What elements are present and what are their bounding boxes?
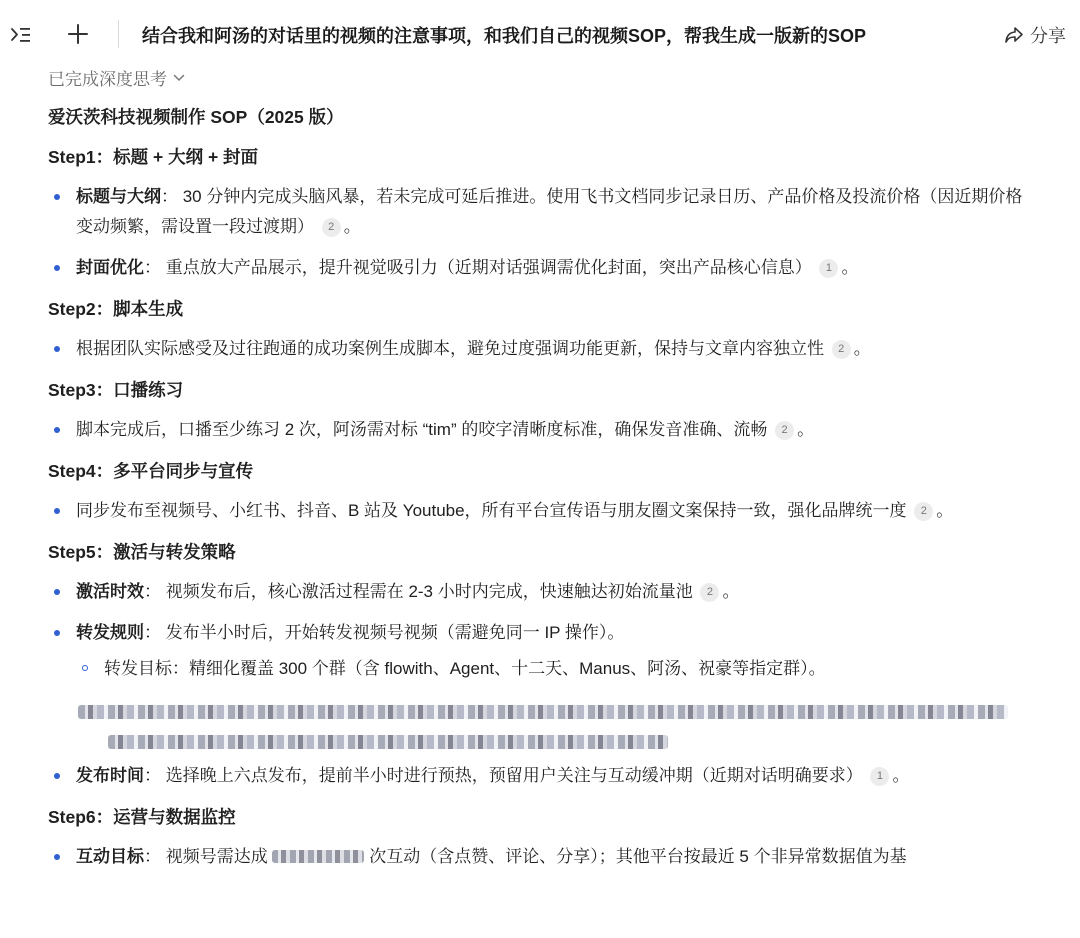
item-label: 转发规则 xyxy=(76,623,144,642)
item-text: 脚本完成后，口播至少练习 2 次，阿汤需对标 “tim” 的咬字清晰度标准，确保发音准确、流畅 xyxy=(76,420,768,439)
item-text: 次互动（含点赞、评论、分享）；其他平台按最近 5 个非异常数据值为基 xyxy=(369,847,907,866)
step5-list-continued xyxy=(48,761,1038,791)
share-label: 分享 xyxy=(1030,26,1066,46)
item-text: 根据团队实际感受及过往跑通的成功案例生成脚本，避免过度强调功能更新，保持与文章内容独立性 xyxy=(76,339,824,358)
sidebar-toggle-icon[interactable] xyxy=(6,20,36,50)
step6-list xyxy=(48,842,1038,872)
item-label: 互动目标 xyxy=(76,847,144,866)
doc-title: 爱沃茨科技视频制作 SOP（2025 版） xyxy=(48,107,344,127)
period: 。 xyxy=(343,217,361,236)
citation-badge[interactable]: 2 xyxy=(914,502,933,521)
step3-heading: Step3：口播练习 xyxy=(48,380,184,400)
item-text: ： 重点放大产品展示，提升视觉吸引力（近期对话强调需优化封面，突出产品核心信息） xyxy=(144,258,812,277)
step1-list xyxy=(48,182,1038,283)
citation-badge[interactable]: 2 xyxy=(700,583,719,602)
step2-heading: Step2：脚本生成 xyxy=(48,299,184,319)
top-bar xyxy=(0,0,1080,70)
citation-badge[interactable]: 2 xyxy=(775,421,794,440)
thinking-label: 已完成深度思考 xyxy=(48,70,167,89)
list-item xyxy=(48,761,1038,791)
list-item xyxy=(48,334,1038,364)
conversation-title: 结合我和阿汤的对话里的视频的注意事项，和我们自己的视频SOP，帮我生成一版新的SOP xyxy=(142,26,867,46)
step6-heading: Step6：运营与数据监控 xyxy=(48,807,236,827)
citation-badge[interactable]: 1 xyxy=(870,767,889,786)
citation-badge[interactable]: 2 xyxy=(832,340,851,359)
item-text: ： 选择晚上六点发布，提前半小时进行预热，预留用户关注与互动缓冲期（近期对话明确要求） xyxy=(144,766,863,785)
new-chat-plus-icon[interactable] xyxy=(62,18,94,50)
step1-heading: Step1：标题 + 大纲 + 封面 xyxy=(48,147,259,167)
item-text: ： 视频号需达成 xyxy=(144,847,268,866)
step3-list xyxy=(48,415,1038,445)
citation-badge[interactable]: 2 xyxy=(322,218,341,237)
step5-list xyxy=(48,577,1038,684)
period: 。 xyxy=(853,339,871,358)
chevron-down-icon xyxy=(173,74,185,82)
item-label: 标题与大纲 xyxy=(76,187,161,206)
sub-list xyxy=(76,654,1038,684)
list-item xyxy=(48,415,1038,445)
redacted-value xyxy=(272,850,364,863)
item-text: 同步发布至视频号、小红书、抖音、B 站及 Youtube，所有平台宣传语与朋友圈文案保持一致，强化品牌统一度 xyxy=(76,501,907,520)
list-item xyxy=(48,496,1038,526)
thinking-toggle[interactable] xyxy=(48,65,185,90)
step5-heading: Step5：激活与转发策略 xyxy=(48,542,236,562)
sub-list-item: 转发目标：精细化覆盖 300 个群（含 flowith、Agent、十二天、Manus、阿汤、祝豪等指定群）。 xyxy=(76,654,1038,684)
citation-badge[interactable]: 1 xyxy=(819,259,838,278)
step4-heading: Step4：多平台同步与宣传 xyxy=(48,461,254,481)
item-label: 封面优化 xyxy=(76,258,144,277)
period: 。 xyxy=(797,420,815,439)
list-item xyxy=(48,577,1038,607)
item-text: ： 视频发布后，核心激活过程需在 2-3 小时内完成，快速触达初始流量池 xyxy=(144,582,693,601)
period: 。 xyxy=(722,582,740,601)
period: 。 xyxy=(841,258,859,277)
period: 。 xyxy=(892,766,910,785)
period: 。 xyxy=(936,501,954,520)
header-divider xyxy=(118,20,119,48)
item-label: 激活时效 xyxy=(76,582,144,601)
item-text: ： 发布半小时后，开始转发视频号视频（需避免同一 IP 操作）。 xyxy=(144,623,625,642)
list-item xyxy=(48,182,1038,242)
item-text: ： 30 分钟内完成头脑风暴，若未完成可延后推进。使用飞书文档同步记录日历、产品价格及投流价格（因近期价格变动频繁，需设置一段过渡期） xyxy=(76,187,1023,236)
list-item xyxy=(48,618,1038,684)
list-item xyxy=(48,842,1038,872)
step4-list xyxy=(48,496,1038,526)
redacted-block xyxy=(68,695,1018,753)
share-button[interactable] xyxy=(1004,22,1066,48)
answer-content xyxy=(48,100,1038,883)
list-item xyxy=(48,253,1038,283)
step2-list xyxy=(48,334,1038,364)
item-label: 发布时间 xyxy=(76,766,144,785)
share-icon xyxy=(1004,26,1024,44)
